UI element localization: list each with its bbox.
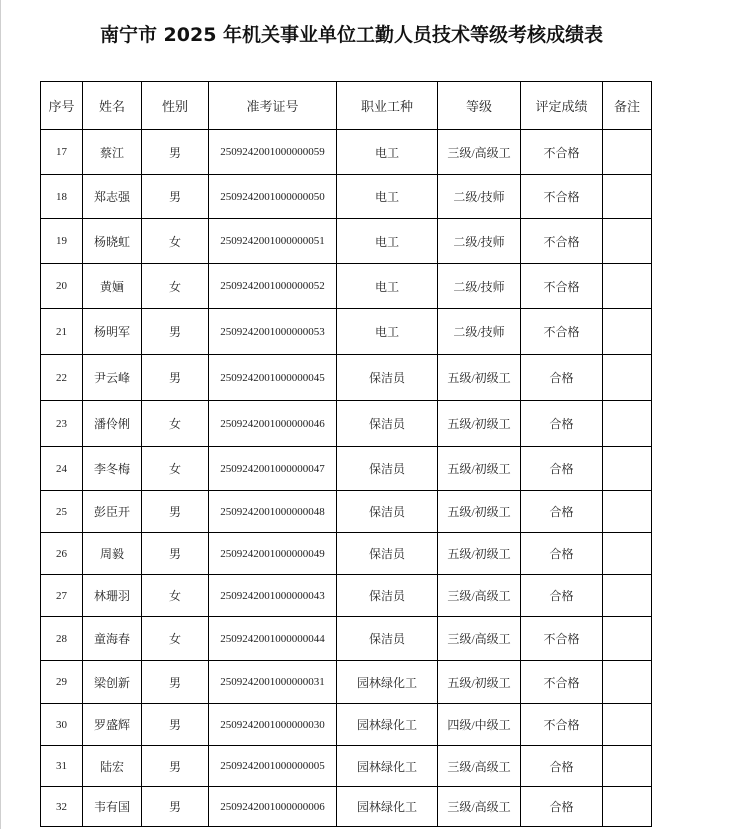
cell-name: 童海春	[83, 617, 142, 661]
table-row	[41, 175, 652, 219]
table-header	[41, 82, 652, 130]
cell-level: 三级/高级工	[438, 787, 521, 827]
cell-result: 不合格	[521, 219, 603, 264]
cell-exam-id: 2509242001000000059	[209, 130, 337, 175]
cell-remark	[603, 401, 652, 447]
header-row	[41, 82, 652, 130]
cell-trade: 园林绿化工	[337, 787, 438, 827]
cell-trade: 电工	[337, 219, 438, 264]
table-row	[41, 787, 652, 827]
cell-remark	[603, 787, 652, 827]
cell-level: 五级/初级工	[438, 491, 521, 533]
cell-name: 罗盛辉	[83, 704, 142, 746]
header-exam-id: 准考证号	[209, 82, 337, 130]
cell-serial-no: 18	[41, 175, 83, 219]
score-table	[40, 81, 652, 827]
cell-serial-no: 26	[41, 533, 83, 575]
cell-exam-id: 2509242001000000045	[209, 355, 337, 401]
cell-trade: 电工	[337, 309, 438, 355]
cell-exam-id: 2509242001000000053	[209, 309, 337, 355]
table-row	[41, 704, 652, 746]
header-remark: 备注	[603, 82, 652, 130]
cell-level: 二级/技师	[438, 219, 521, 264]
cell-trade: 保洁员	[337, 533, 438, 575]
cell-trade: 电工	[337, 264, 438, 309]
cell-exam-id: 2509242001000000048	[209, 491, 337, 533]
cell-exam-id: 2509242001000000050	[209, 175, 337, 219]
cell-level: 三级/高级工	[438, 617, 521, 661]
cell-serial-no: 20	[41, 264, 83, 309]
cell-gender: 男	[142, 309, 209, 355]
header-level: 等级	[438, 82, 521, 130]
cell-remark	[603, 746, 652, 787]
cell-result: 不合格	[521, 175, 603, 219]
cell-remark	[603, 264, 652, 309]
cell-name: 梁创新	[83, 661, 142, 704]
cell-level: 三级/高级工	[438, 746, 521, 787]
cell-exam-id: 2509242001000000052	[209, 264, 337, 309]
table-row	[41, 355, 652, 401]
cell-exam-id: 2509242001000000043	[209, 575, 337, 617]
cell-exam-id: 2509242001000000049	[209, 533, 337, 575]
cell-level: 二级/技师	[438, 309, 521, 355]
cell-name: 周毅	[83, 533, 142, 575]
table-row	[41, 575, 652, 617]
cell-result: 不合格	[521, 130, 603, 175]
cell-trade: 保洁员	[337, 491, 438, 533]
table-row	[41, 447, 652, 491]
cell-trade: 保洁员	[337, 617, 438, 661]
header-gender: 性别	[142, 82, 209, 130]
cell-level: 五级/初级工	[438, 447, 521, 491]
cell-exam-id: 2509242001000000031	[209, 661, 337, 704]
table-row	[41, 661, 652, 704]
cell-gender: 男	[142, 704, 209, 746]
table-row	[41, 264, 652, 309]
cell-serial-no: 31	[41, 746, 83, 787]
cell-remark	[603, 704, 652, 746]
cell-serial-no: 23	[41, 401, 83, 447]
cell-result: 不合格	[521, 309, 603, 355]
cell-gender: 男	[142, 746, 209, 787]
cell-serial-no: 21	[41, 309, 83, 355]
cell-exam-id: 2509242001000000046	[209, 401, 337, 447]
cell-level: 五级/初级工	[438, 401, 521, 447]
cell-name: 尹云峰	[83, 355, 142, 401]
cell-trade: 保洁员	[337, 447, 438, 491]
cell-result: 合格	[521, 447, 603, 491]
cell-trade: 园林绿化工	[337, 661, 438, 704]
cell-serial-no: 32	[41, 787, 83, 827]
cell-name: 黄婳	[83, 264, 142, 309]
cell-result: 不合格	[521, 661, 603, 704]
table-row	[41, 617, 652, 661]
cell-gender: 男	[142, 787, 209, 827]
cell-remark	[603, 447, 652, 491]
cell-exam-id: 2509242001000000044	[209, 617, 337, 661]
table-row	[41, 533, 652, 575]
cell-result: 合格	[521, 575, 603, 617]
cell-remark	[603, 661, 652, 704]
cell-exam-id: 2509242001000000030	[209, 704, 337, 746]
page-edge	[0, 0, 1, 829]
cell-remark	[603, 309, 652, 355]
cell-level: 二级/技师	[438, 175, 521, 219]
table-row	[41, 130, 652, 175]
cell-serial-no: 19	[41, 219, 83, 264]
cell-remark	[603, 533, 652, 575]
cell-name: 杨明军	[83, 309, 142, 355]
cell-level: 五级/初级工	[438, 533, 521, 575]
cell-serial-no: 22	[41, 355, 83, 401]
cell-remark	[603, 491, 652, 533]
cell-trade: 园林绿化工	[337, 704, 438, 746]
cell-name: 陆宏	[83, 746, 142, 787]
cell-serial-no: 25	[41, 491, 83, 533]
cell-level: 四级/中级工	[438, 704, 521, 746]
cell-trade: 园林绿化工	[337, 746, 438, 787]
cell-level: 五级/初级工	[438, 355, 521, 401]
cell-exam-id: 2509242001000000005	[209, 746, 337, 787]
cell-remark	[603, 175, 652, 219]
cell-name: 蔡江	[83, 130, 142, 175]
cell-gender: 女	[142, 575, 209, 617]
cell-gender: 女	[142, 401, 209, 447]
cell-gender: 男	[142, 175, 209, 219]
cell-serial-no: 28	[41, 617, 83, 661]
cell-exam-id: 2509242001000000047	[209, 447, 337, 491]
cell-name: 潘伶俐	[83, 401, 142, 447]
cell-gender: 女	[142, 447, 209, 491]
header-trade: 职业工种	[337, 82, 438, 130]
cell-remark	[603, 219, 652, 264]
cell-name: 李冬梅	[83, 447, 142, 491]
cell-name: 杨晓虹	[83, 219, 142, 264]
cell-gender: 男	[142, 533, 209, 575]
cell-remark	[603, 617, 652, 661]
table-row	[41, 491, 652, 533]
header-result: 评定成绩	[521, 82, 603, 130]
cell-remark	[603, 355, 652, 401]
cell-result: 合格	[521, 491, 603, 533]
cell-result: 不合格	[521, 264, 603, 309]
cell-serial-no: 27	[41, 575, 83, 617]
cell-remark	[603, 575, 652, 617]
cell-serial-no: 30	[41, 704, 83, 746]
cell-result: 不合格	[521, 704, 603, 746]
table-row	[41, 309, 652, 355]
cell-level: 三级/高级工	[438, 130, 521, 175]
cell-trade: 电工	[337, 175, 438, 219]
cell-trade: 保洁员	[337, 355, 438, 401]
cell-level: 三级/高级工	[438, 575, 521, 617]
cell-gender: 女	[142, 219, 209, 264]
cell-name: 彭臣开	[83, 491, 142, 533]
cell-gender: 男	[142, 491, 209, 533]
cell-gender: 女	[142, 264, 209, 309]
cell-serial-no: 29	[41, 661, 83, 704]
cell-name: 林珊羽	[83, 575, 142, 617]
cell-level: 二级/技师	[438, 264, 521, 309]
cell-gender: 男	[142, 661, 209, 704]
cell-result: 合格	[521, 746, 603, 787]
cell-result: 合格	[521, 355, 603, 401]
cell-serial-no: 17	[41, 130, 83, 175]
cell-trade: 保洁员	[337, 575, 438, 617]
cell-result: 合格	[521, 401, 603, 447]
table-row	[41, 219, 652, 264]
cell-exam-id: 2509242001000000006	[209, 787, 337, 827]
table-row	[41, 401, 652, 447]
cell-name: 郑志强	[83, 175, 142, 219]
cell-gender: 男	[142, 130, 209, 175]
cell-gender: 男	[142, 355, 209, 401]
cell-result: 不合格	[521, 617, 603, 661]
cell-gender: 女	[142, 617, 209, 661]
table-body	[41, 130, 652, 827]
page-title: 南宁市 2025 年机关事业单位工勤人员技术等级考核成绩表	[99, 24, 604, 46]
cell-name: 韦有国	[83, 787, 142, 827]
cell-result: 合格	[521, 787, 603, 827]
cell-trade: 保洁员	[337, 401, 438, 447]
cell-remark	[603, 130, 652, 175]
header-serial-no: 序号	[41, 82, 83, 130]
cell-serial-no: 24	[41, 447, 83, 491]
cell-level: 五级/初级工	[438, 661, 521, 704]
header-name: 姓名	[83, 82, 142, 130]
cell-trade: 电工	[337, 130, 438, 175]
cell-result: 合格	[521, 533, 603, 575]
table-row	[41, 746, 652, 787]
cell-exam-id: 2509242001000000051	[209, 219, 337, 264]
